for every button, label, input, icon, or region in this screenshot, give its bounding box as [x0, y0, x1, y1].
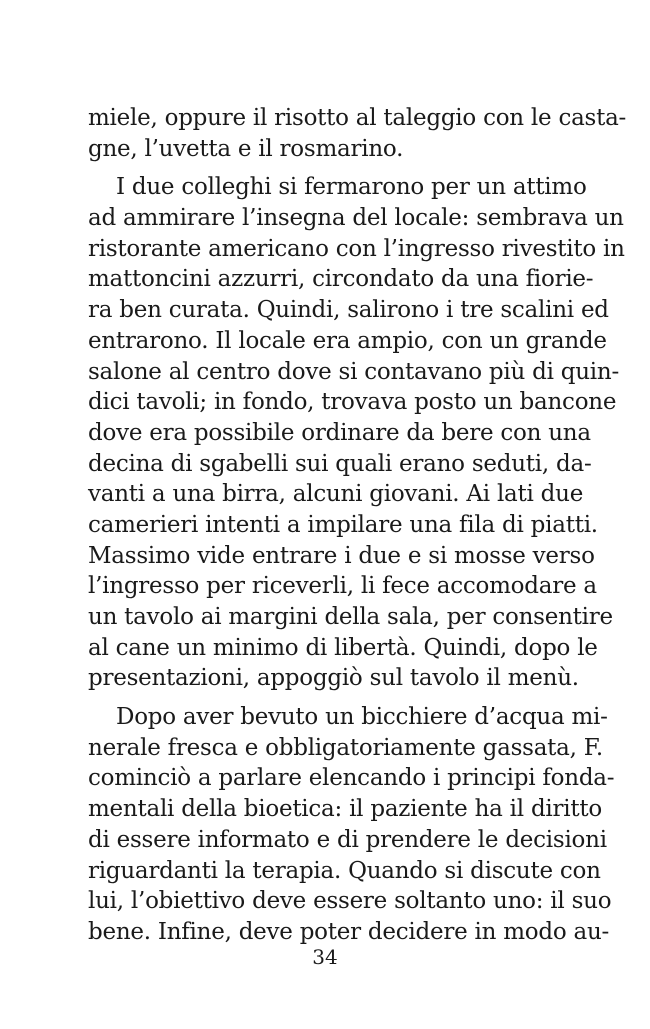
text-line: dici tavoli; in fondo, trovava posto un bancone: [88, 389, 617, 416]
text-line: ad ammirare l’insegna del locale: sembrava un: [88, 205, 624, 232]
text-line: ristorante americano con l’ingresso rivestito in: [88, 235, 625, 262]
text-line: Dopo aver bevuto un bicchiere d’acqua mi-: [116, 704, 608, 731]
text-line: bene. Infine, deve poter decidere in modo au-: [88, 918, 610, 945]
text-line: un tavolo ai margini della sala, per consentire: [88, 604, 613, 630]
text-line: entrarono. Il locale era ampio, con un grande: [88, 327, 607, 354]
text-line: al cane un minimo di libertà. Quindi, dopo le: [88, 634, 598, 661]
text-line: presentazioni, appoggiò sul tavolo il menù.: [88, 665, 579, 692]
body-text: [88, 103, 627, 948]
text-line: dove era possibile ordinare da bere con una: [88, 419, 591, 446]
text-line: mentali della bioetica: il paziente ha il diritto: [88, 796, 602, 823]
text-line: decina di sgabelli sui quali erano seduti, da-: [88, 450, 592, 477]
text-line: camerieri intenti a impilare una fila di piatti.: [88, 511, 598, 538]
text-line: nerale fresca e obbligatoriamente gassata, F.: [88, 734, 603, 761]
text-line: ra ben curata. Quindi, salirono i tre scalini ed: [88, 297, 609, 324]
text-line: riguardanti la terapia. Quando si discute con: [88, 857, 601, 884]
text-line: l’ingresso per riceverli, li fece accomodare a: [88, 573, 597, 600]
text-line: cominciò a parlare elencando i principi fonda-: [88, 765, 615, 792]
text-line: vanti a una birra, alcuni giovani. Ai lati due: [88, 481, 584, 508]
text-line: lui, l’obiettivo deve essere soltanto uno: il suo: [88, 888, 612, 915]
text-line: I due colleghi si fermarono per un attimo: [116, 174, 587, 201]
text-line: gne, l’uvetta e il rosmarino.: [88, 135, 404, 162]
text-line: mattoncini azzurri, circondato da una fiorie-: [88, 266, 594, 293]
text-line: miele, oppure il risotto al taleggio con le casta-: [88, 105, 627, 131]
text-line: salone al centro dove si contavano più di quin-: [88, 358, 619, 385]
page-number: 34: [312, 945, 338, 969]
text-line: di essere informato e di prendere le decisioni: [88, 826, 607, 853]
text-line: Massimo vide entrare i due e si mosse verso: [88, 542, 595, 569]
